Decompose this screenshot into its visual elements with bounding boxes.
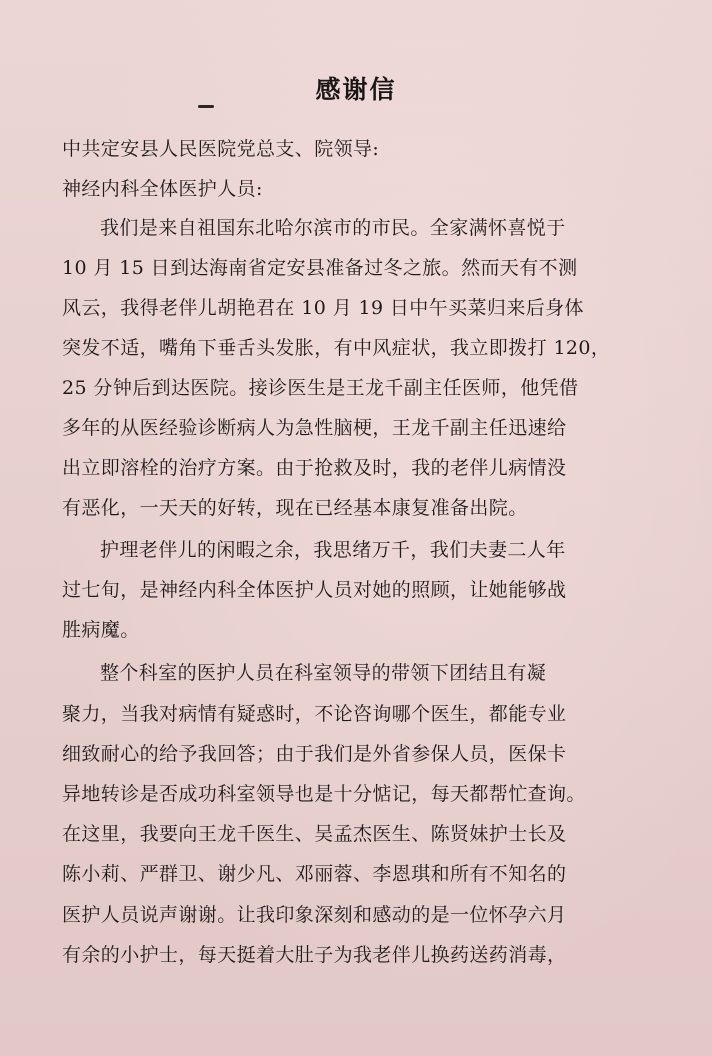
- pen-mark: [198, 105, 214, 108]
- paragraph-1-line: 多年的从医经验诊断病人为急性脑梗，王龙千副主任迅速给: [62, 417, 567, 439]
- paragraph-3-line: 整个科室的医护人员在科室领导的带领下团结且有凝: [100, 662, 547, 684]
- paragraph-1-line: 10 月 15 日到达海南省定安县准备过冬之旅。然而天有不测: [62, 257, 578, 279]
- paragraph-1-line: 风云，我得老伴儿胡艳君在 10 月 19 日中午买菜归来后身体: [62, 297, 584, 319]
- paragraph-2-line: 护理老伴儿的闲暇之余，我思绪万千，我们夫妻二人年: [100, 539, 566, 561]
- paragraph-3-line: 聚力，当我对病情有疑惑时，不论咨询哪个医生，都能专业: [62, 703, 567, 725]
- paragraph-1-line: 出立即溶栓的治疗方案。由于抢救及时，我的老伴儿病情没: [62, 457, 567, 479]
- paragraph-3-line: 异地转诊是否成功科室领导也是十分惦记，每天都帮忙查询。: [62, 783, 586, 805]
- salutation-leadership: 中共定安县人民医院党总支、院领导:: [62, 138, 380, 160]
- paragraph-1-line: 25 分钟后到达医院。接诊医生是王龙千副主任医师，他凭借: [62, 377, 579, 399]
- paragraph-2-line: 过七旬，是神经内科全体医护人员对她的照顾，让她能够战: [62, 579, 567, 601]
- paragraph-3-line: 细致耐心的给予我回答；由于我们是外省参保人员，医保卡: [62, 743, 567, 765]
- paragraph-3-line: 陈小莉、严群卫、谢少凡、邓丽蓉、李恩琪和所有不知名的: [62, 863, 567, 885]
- paragraph-3-line: 有余的小护士，每天挺着大肚子为我老伴儿换药送药消毒，: [62, 944, 567, 966]
- paragraph-2-line: 胜病魔。: [62, 619, 140, 641]
- salutation-staff: 神经内科全体医护人员:: [62, 178, 263, 200]
- paragraph-1-line: 有恶化，一天天的好转，现在已经基本康复准备出院。: [62, 497, 528, 519]
- letter-title: 感谢信: [315, 75, 397, 104]
- paragraph-1-line: 我们是来自祖国东北哈尔滨市的市民。全家满怀喜悦于: [100, 217, 566, 239]
- paragraph-3-line: 医护人员说声谢谢。让我印象深刻和感动的是一位怀孕六月: [62, 904, 567, 926]
- paragraph-3-line: 在这里，我要向王龙千医生、吴孟杰医生、陈贤妹护士长及: [62, 823, 567, 845]
- paragraph-1-line: 突发不适，嘴角下垂舌头发胀，有中风症状，我立即拨打 120，: [62, 337, 611, 359]
